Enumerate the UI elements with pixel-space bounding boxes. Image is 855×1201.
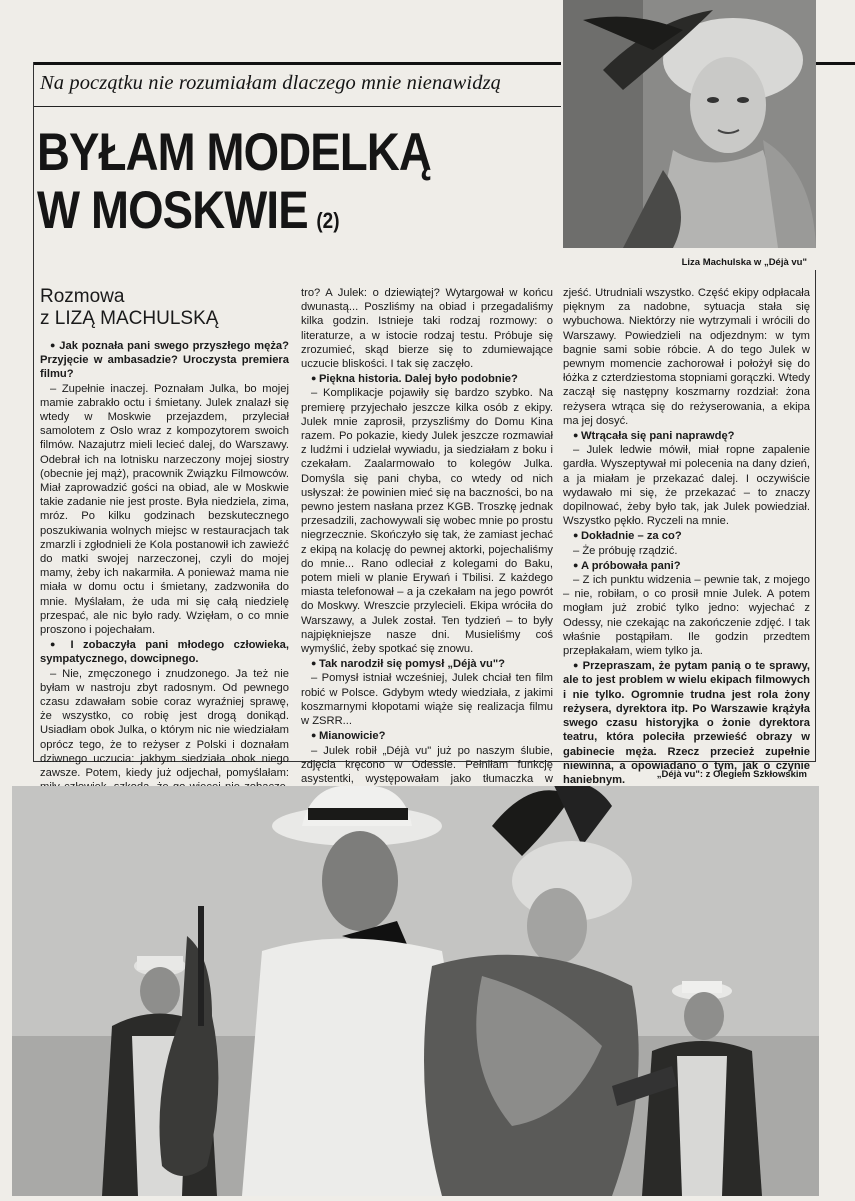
interview-question: ● Jak poznała pani swego przyszłego męża? Przyjęcie w ambasadzie? Uroczysta premiera filmu? — [40, 338, 289, 382]
interview-question: ● Mianowicie? — [301, 728, 553, 743]
headline-line-2 — [37, 182, 484, 250]
photo-caption-bottom: „Déjà vu": z Olegiem Szkłowskim — [656, 769, 807, 780]
frame-right-rule — [815, 270, 816, 762]
headline-line-1: BYŁAM MODELKĄ — [37, 123, 431, 182]
interview-question: ● Dokładnie – za co? — [563, 528, 810, 543]
frame-left-rule — [33, 62, 34, 762]
article-headline — [37, 124, 484, 250]
photo-caption-top: Liza Machulska w „Déjà vu" — [681, 257, 807, 268]
interview-question: ● Przepraszam, że pytam panią o te sprawy, ale to jest problem w wielu ekipach filmowych i nie tylko. Ogromnie trudna jest rola żony reżysera, dyrektora itp. Po Warszawie krążyła swego czasu historyjka o żonie dyrektora teatru, która poleciła przewieść obrazy w gabinecie męża. Rzecz przecież zupełnie niewinna, a opowiadano o tym, jak o czynie haniebnym. — [563, 658, 810, 787]
interview-answer: – Zupełnie inaczej. Poznałam Julka, bo mojej mamie zabrakło octu i śmietany. Julek znalazł się wtedy w Moskwie przejazdem, przyleciał samolotem z Oslo wraz z kompozytorem swoich filmów. Nazajutrz mieli lecieć dalej, do Warszawy. Odebrał ich na lotnisku narzeczony mojej siostry (obecnie jej mąż), pracownik Związku Filmowców. Miał zaprowadzić gości na obiad, ale w Moskwie takie zadanie nie jest proste. Była niedziela, zima, mróz. Po kilku godzinach bezskutecznego poszukiwania wolnych miejsc w restauracjach tak zmarzli i zgłodnieli że Kola postanowił ich zawieźć do matki swojej narzeczonej, czyli do mojej mamy, żeby ich nakarmiła. A ponieważ mama nie miała w domu octu i śmietany, zadzwoniła do mnie. Myślałam, że uda mi się całą niedzielę przespać, ale nic było rady. Wzięłam, o co mnie proszono i pojechałam. — [40, 382, 289, 637]
interview-answer: – Z ich punktu widzenia – pewnie tak, z mojego – nie, robiłam, o co prosił mnie Julek. A potem mogłam już zrobić tylko jedno: wyjechać z Odessy, nie czekając na zakończenie zdjęć. I tak właśnie postąpiłam. Ile godzin przedtem przepłakałam, wiem tylko ja. — [563, 574, 810, 658]
interview-answer: – Julek ledwie mówił, miał ropne zapalenie gardła. Wyszeptywał mi polecenia na dany dzień, a ja miałam je przekazać dalej. I oczywiście wydawało mi się, że przekazać – to znaczy dopilnować, żeby było tak, jak Julek powiedział. Wszystko pękło. Ryczeli na mnie. — [563, 444, 810, 528]
interview-answer: – Nie, zmęczonego i znudzonego. Ja też nie byłam w nastroju zbyt radosnym. Od pewnego czasu zdawałam sobie coraz wyraźniej sprawę, że wszystko, co robię jest drogą donikąd. Usiadłam obok Julka, o którym nic nie wiedziałam oprócz tego, że to reżyser z Polski i doznałam dziwnego uczucia: jakbym siedziała obok niego zawsze. Potem, kiedy już odjechał, pomyślałam: — [40, 667, 289, 780]
interview-subhead — [40, 286, 289, 330]
interview-answer: – Komplikacje pojawiły się bardzo szybko. Na premierę przyjechało jeszcze kilka osób z ekipy. Julek mnie zaprosił, przyszliśmy do Domu Kina razem. Po pokazie, kiedy Julek jeszcze rozmawiał z ludźmi i udzielał wywiadu, ja siedziałam z boku i czekałam. Zaalarmowało to kolegów Julka. Domyśla się pani chyba, co wtedy od nich usłyszał: że powinien mieć się na baczności, bo na pewno jestem nasłana przez KGB. Troszkę jednak przesadzili, zachowywali się wobec mnie po prostu niegrzecznie. Skończyło się tak, że zamiast jechać z ekipą na kolację do pewnej aktorki, pojechaliśmy do mnie... Rano odleciał z kolegami do Baku, potem mieli w planie Erywań i Tbilisi. Z każdego miasta telefonował – a ja czekałam na jego powrót do Moskwy. Wreszcie przylecieli. Ekipa wróciła do Warszawy, a Julek został. Ten tydzień – to były najpiękniejsze nasze dni. Musieliśmy coś wymyślić, żeby spotkać się znowu. — [301, 387, 553, 656]
interview-answer: – Julek robił „Déjà vu" już po naszym ślubie, zdjęcia kręcono w Odessie. Pełniłam funkcję asystentki, występowałam jako tłumaczka w — [301, 744, 553, 785]
kicker-rule — [33, 106, 561, 107]
interview-question: ● Tak narodził się pomysł „Déjà vu"? — [301, 656, 553, 671]
interview-answer: tro? A Julek: o dziewiątej? Wytargował w końcu dwunastą... Poszliśmy na obiad i przegadaliśmy kilka godzin. Istnieje taki rodzaj rozmowy: o literaturze, a w istocie rodzaj testu. Próbuje się zrozumieć, skąd bierze się to zdumiewające uczucie bliskości. I tak się zaczęło. — [301, 287, 553, 371]
header-rule-top-right — [813, 62, 855, 65]
interview-question: ● Piękna historia. Dalej było podobnie? — [301, 371, 553, 386]
subhead-line-2: z LIZĄ MACHULSKĄ — [40, 308, 219, 329]
subhead-line-1: Rozmowa — [40, 286, 125, 307]
interview-question: ● A próbowała pani? — [563, 558, 810, 573]
portrait-photo — [563, 0, 816, 248]
interview-question: ● Wtrącała się pani naprawdę? — [563, 428, 810, 443]
film-still-drawing — [12, 786, 819, 1196]
film-still-photo — [12, 786, 819, 1196]
header-rule-top — [33, 62, 561, 65]
interview-answer: zjeść. Utrudniali wszystko. Część ekipy odpłacała pięknym za nadobne, sytuacja stała się wybuchowa. Niektórzy nie wytrzymali i wrócili do Warszawy. Powiedzieli na odjezdnym: w tym bagnie sami sobie róbcie. A do tego Julek w pewnym momencie zachorował i położył się do łóżka z czterdziestoma stopniami gorączki. Wtedy zaczął się następny koszmarny rozdział: żona reżysera wtrąca się do reżyserowania, a ekipa ma jej dosyć. — [563, 287, 810, 427]
portrait-photo-drawing — [563, 0, 816, 248]
part-number: (2) — [316, 208, 340, 233]
headline-line-2-text: W MOSKWIE — [37, 181, 308, 240]
interview-answer: – Że próbuję rządzić. — [573, 544, 678, 557]
interview-question: ● I zobaczyła pani młodego człowieka, sympatycznego, dowcipnego. — [40, 637, 289, 666]
interview-answer: – Pomysł istniał wcześniej, Julek chciał ten film robić w Polsce. Gdybym wtedy wiedziała, z jakimi koszmarnymi kłopotami wiąże się realizacja filmu w ZSRR... — [301, 672, 553, 728]
article-kicker: Na początku nie rozumiałam dlaczego mnie nienawidzą — [40, 72, 501, 94]
